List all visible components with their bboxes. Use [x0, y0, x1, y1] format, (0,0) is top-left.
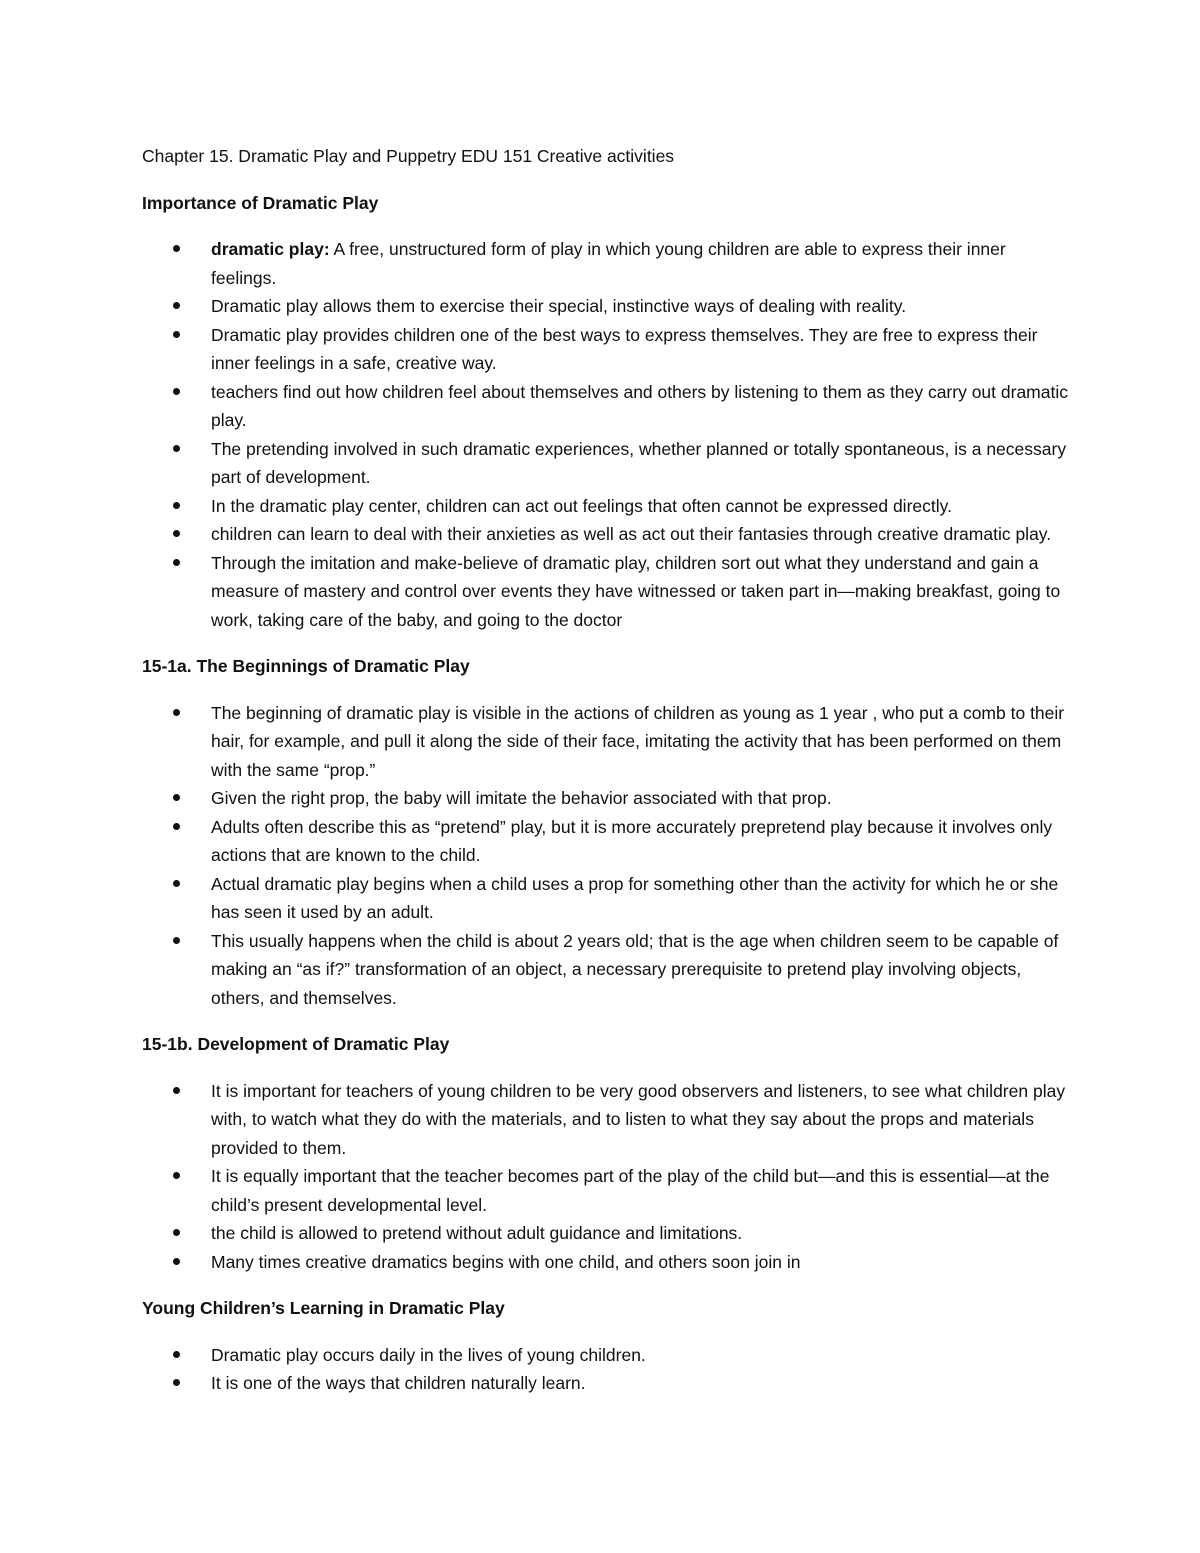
- list-item: [142, 927, 1072, 1013]
- bullet-icon: [173, 245, 180, 252]
- bullet-icon: [173, 1172, 180, 1179]
- section-heading-learning: Young Children’s Learning in Dramatic Play: [142, 1298, 505, 1318]
- list-item-text: Given the right prop, the baby will imitate the behavior associated with that prop.: [211, 788, 832, 808]
- bullet-icon: [173, 388, 180, 395]
- list-item-text: It is one of the ways that children naturally learn.: [211, 1373, 586, 1393]
- list-item: [142, 321, 1072, 378]
- list-item-text: It is important for teachers of young children to be very good observers and listeners, to see what children play with, to watch what they do with the materials, and to listen to what they say about the props and materials provided to them.: [211, 1080, 1066, 1158]
- list-item: [142, 1369, 1072, 1398]
- document-title: Chapter 15. Dramatic Play and Puppetry EDU 151 Creative activities: [142, 146, 675, 166]
- list-item-text: This usually happens when the child is about 2 years old; that is the age when children seem to be capable of making an “as if?” transformation of an object, a necessary prerequisite to pretend play involving objects, others, and themselves.: [211, 930, 1059, 1008]
- list-item-text: Adults often describe this as “pretend” play, but it is more accurately prepretend play because it involves only actions that are known to the child.: [211, 816, 1053, 865]
- list-item-text: Dramatic play occurs daily in the lives of young children.: [211, 1344, 646, 1365]
- list-item-text: A free, unstructured form of play in which young children are able to express their inner feelings.: [211, 239, 1006, 288]
- bullet-icon: [173, 302, 180, 309]
- bullet-icon: [173, 1379, 180, 1386]
- bullet-list-importance: [142, 235, 1072, 634]
- bullet-icon: [173, 823, 180, 830]
- list-item-text: Actual dramatic play begins when a child uses a prop for something other than the activity for which he or she has seen it used by an adult.: [211, 873, 1059, 922]
- bullet-icon: [173, 445, 180, 452]
- list-item: [142, 1077, 1072, 1163]
- bullet-icon: [173, 880, 180, 887]
- list-item: [142, 1341, 1072, 1370]
- definition-term: dramatic play:: [211, 239, 330, 259]
- bullet-icon: [173, 530, 180, 537]
- list-item-text: children can learn to deal with their anxieties as well as act out their fantasies through creative dramatic play.: [211, 524, 1052, 544]
- bullet-icon: [173, 1351, 180, 1358]
- list-item-text: the child is allowed to pretend without adult guidance and limitations.: [211, 1223, 743, 1243]
- list-item: [142, 520, 1072, 549]
- list-item: [142, 1162, 1072, 1219]
- bullet-icon: [173, 937, 180, 944]
- list-item: [142, 699, 1072, 785]
- bullet-icon: [173, 1087, 180, 1094]
- section-heading-development: 15-1b. Development of Dramatic Play: [142, 1034, 450, 1054]
- list-item-text: The beginning of dramatic play is visible in the actions of children as young as 1 year , who put a comb to their hair, for example, and pull it along the side of their face, imitating the activity that has been performed on them with the same “prop.”: [211, 702, 1065, 780]
- list-item: [142, 784, 1072, 813]
- section-heading-importance: Importance of Dramatic Play: [142, 192, 379, 213]
- bullet-icon: [173, 794, 180, 801]
- list-item: [142, 292, 1072, 321]
- bullet-icon: [173, 709, 180, 716]
- bullet-list-development: [142, 1077, 1072, 1277]
- list-item-text: Dramatic play provides children one of the best ways to express themselves. They are free to express their inner feelings in a safe, creative way.: [211, 324, 1038, 373]
- list-item: [142, 492, 1072, 521]
- list-item: [142, 549, 1072, 635]
- list-item-text: Through the imitation and make-believe of dramatic play, children sort out what they understand and gain a measure of mastery and control over events they have witnessed or taken part in—making breakfast, going to work, taking care of the baby, and going to the doctor: [211, 552, 1061, 630]
- list-item-text: It is equally important that the teacher becomes part of the play of the child but—and this is essential—at the child’s present developmental level.: [211, 1166, 1050, 1215]
- list-item-text: Many times creative dramatics begins with one child, and others soon join in: [211, 1251, 801, 1272]
- bullet-icon: [173, 559, 180, 566]
- list-item-text: In the dramatic play center, children can act out feelings that often cannot be expressed directly.: [211, 495, 952, 516]
- list-item: [142, 235, 1072, 292]
- bullet-list-learning: [142, 1341, 1072, 1398]
- bullet-icon: [173, 1258, 180, 1265]
- document-body: [142, 142, 1072, 1416]
- list-item: [142, 1248, 1072, 1277]
- bullet-icon: [173, 1229, 180, 1236]
- list-item-text: teachers find out how children feel about themselves and others by listening to them as they carry out dramatic play.: [211, 381, 1068, 430]
- bullet-list-beginnings: [142, 699, 1072, 1013]
- bullet-icon: [173, 331, 180, 338]
- list-item: [142, 813, 1072, 870]
- list-item: [142, 1219, 1072, 1248]
- list-item-text: Dramatic play allows them to exercise their special, instinctive ways of dealing with reality.: [211, 296, 907, 316]
- bullet-icon: [173, 502, 180, 509]
- section-heading-beginnings: 15-1a. The Beginnings of Dramatic Play: [142, 656, 470, 676]
- list-item: [142, 435, 1072, 492]
- list-item: [142, 378, 1072, 435]
- list-item: [142, 870, 1072, 927]
- list-item-text: The pretending involved in such dramatic experiences, whether planned or totally spontaneous, is a necessary part of development.: [211, 438, 1067, 487]
